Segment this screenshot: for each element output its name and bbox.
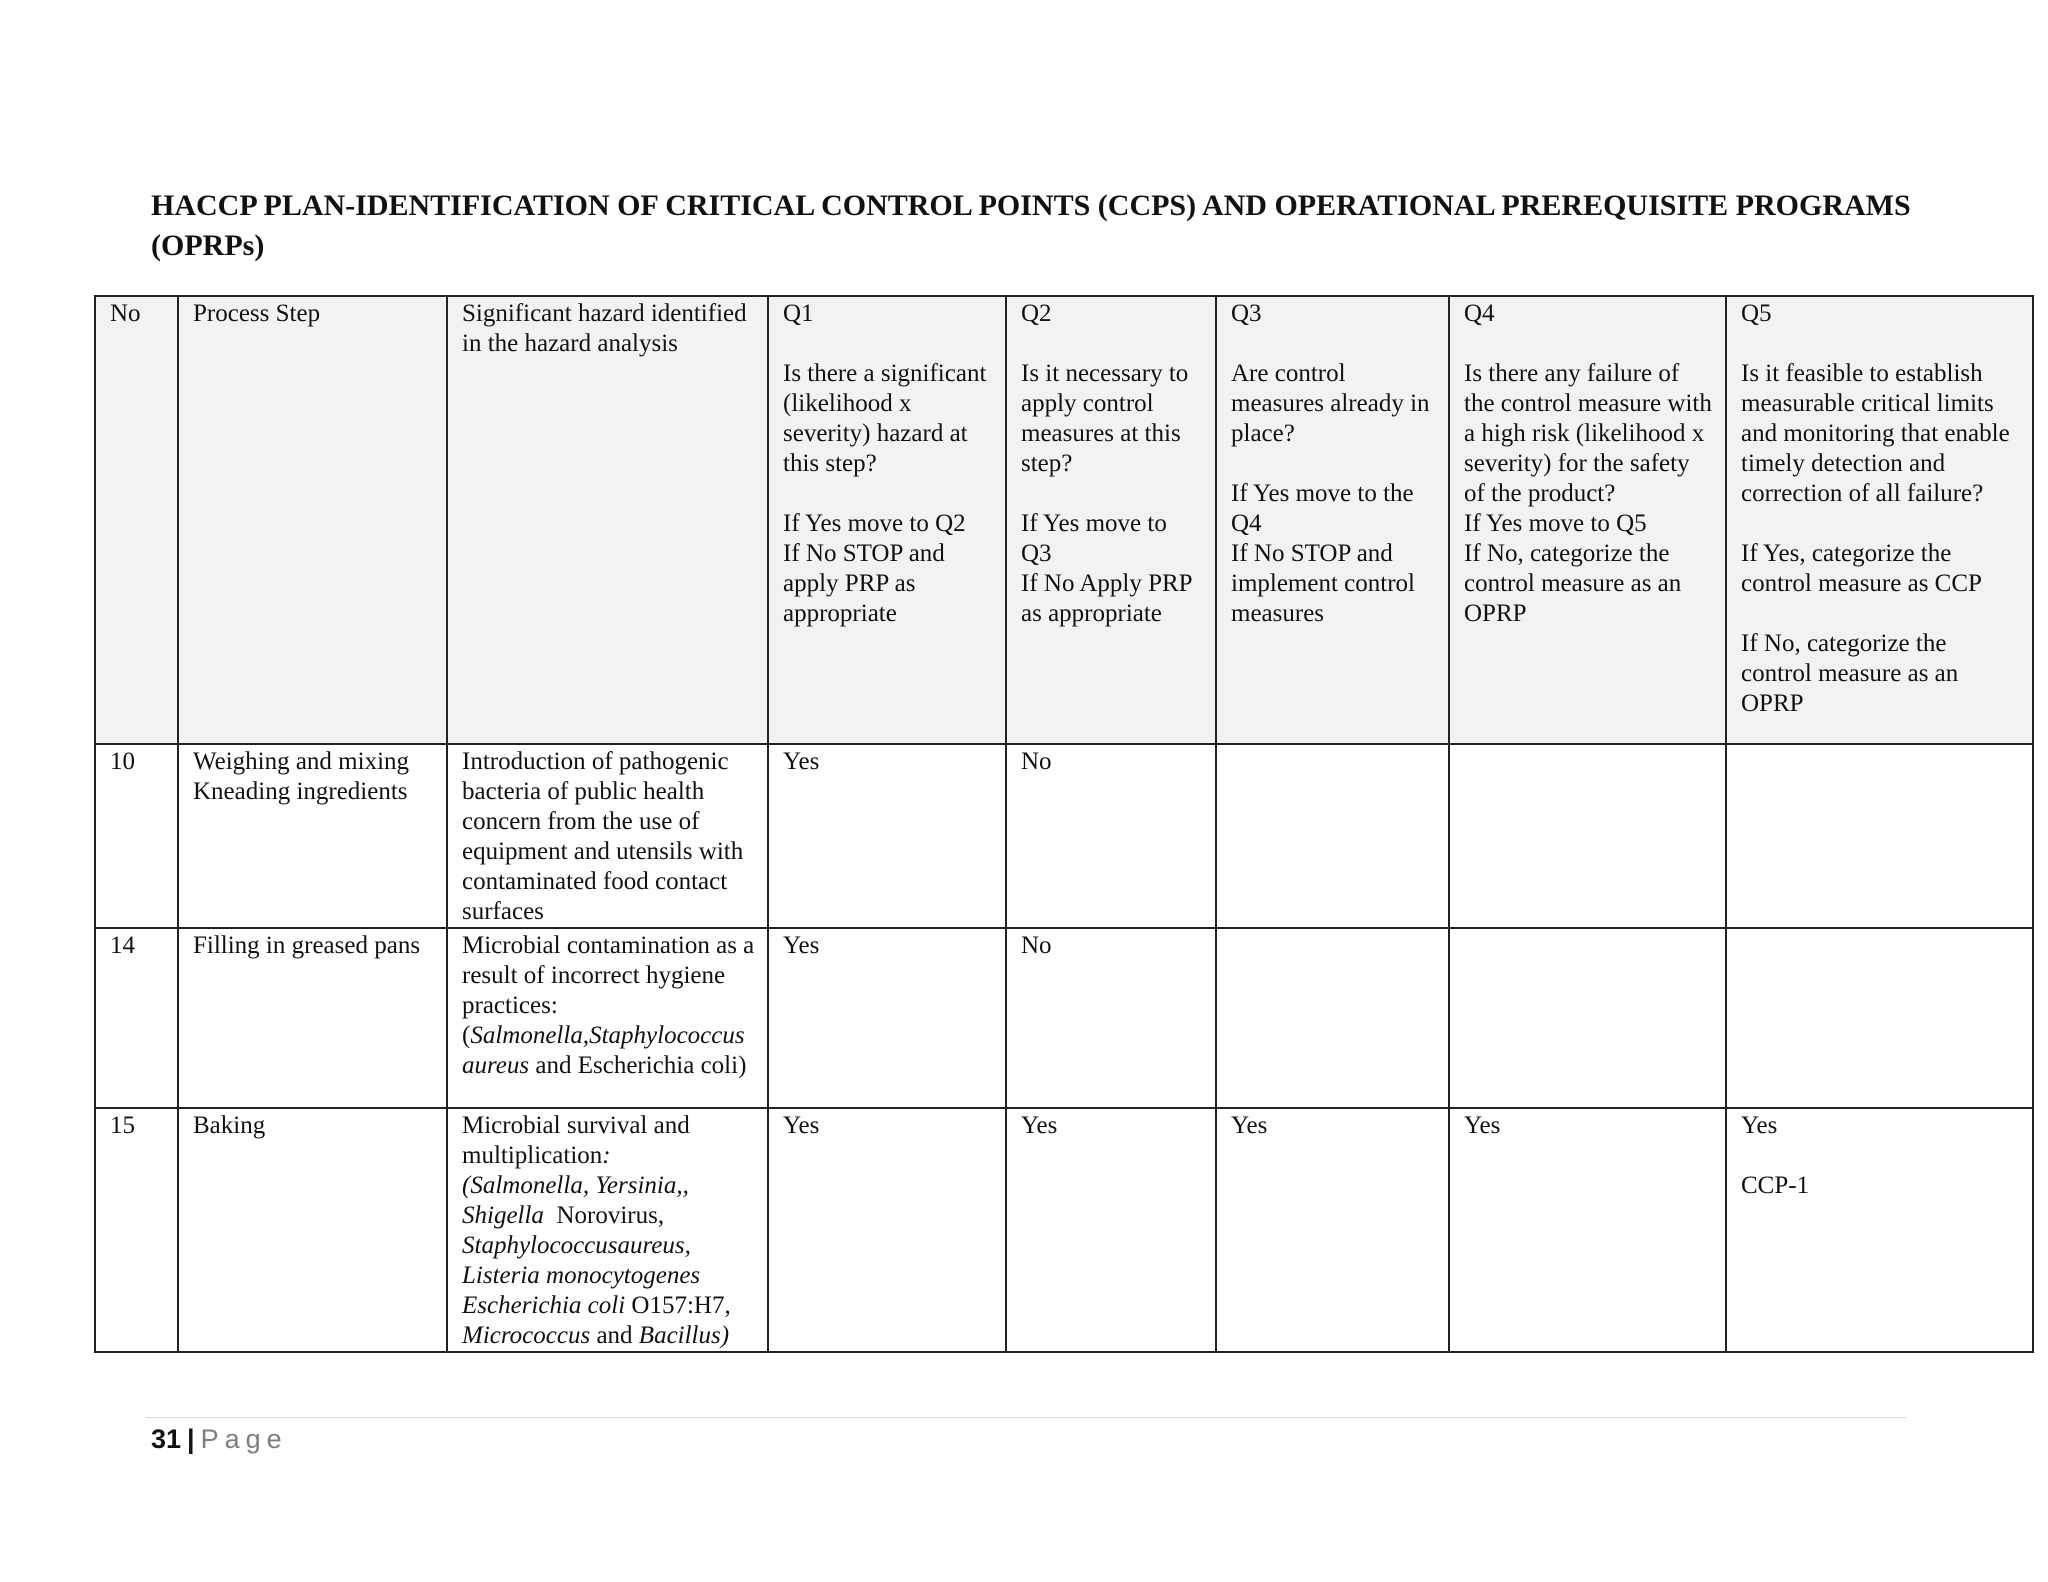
header-q4: Q4 Is there any failure of the control measure with a high risk (likelihood x severity) for the safety of the product? If Yes move to Q5 If No, categorize the control measure as an OPRP <box>1449 296 1726 744</box>
row-10-process-step: Weighing and mixing Kneading ingredients <box>178 744 447 928</box>
row-14-q1: Yes <box>768 928 1006 1108</box>
row-15-q1: Yes <box>768 1108 1006 1352</box>
row-14-q5 <box>1726 928 2033 1108</box>
row-10-q2: No <box>1006 744 1216 928</box>
row-14-hazard-salmonella: Salmonella <box>470 1022 583 1049</box>
row-14-hazard-tail: and Escherichia coli) <box>529 1052 747 1079</box>
row-10-q3 <box>1216 744 1449 928</box>
row-10-q5 <box>1726 744 2033 928</box>
row-15-hazard-strain: O157:H7, <box>631 1292 731 1319</box>
row-14-hazard <box>447 928 768 1108</box>
page-number: 31 <box>151 1424 182 1454</box>
header-significant-hazard: Significant hazard identified in the hazard analysis <box>447 296 768 744</box>
table-row <box>95 744 2033 928</box>
footer-separator: | <box>187 1424 195 1454</box>
row-15-process-step: Baking <box>178 1108 447 1352</box>
row-15-q4: Yes <box>1449 1108 1726 1352</box>
footer-divider <box>146 1417 1906 1418</box>
row-15-hazard <box>447 1108 768 1352</box>
document-title: HACCP PLAN-IDENTIFICATION OF CRITICAL CONTROL POINTS (CCPS) AND OPERATIONAL PREREQUISITE PROGRAMS (OPRPs) <box>151 189 1911 262</box>
page-footer <box>151 1424 288 1455</box>
row-14-hazard-text: Microbial contamination as a result of incorrect hygiene practices: ( <box>462 932 755 1049</box>
row-14-hazard-staphylococcus: Staphylococcus aureus <box>462 1022 745 1079</box>
row-14-no: 14 <box>95 928 178 1108</box>
row-15-hazard-micrococcus: Micrococcus <box>462 1322 591 1349</box>
header-row <box>95 296 2033 744</box>
haccp-table <box>94 295 2034 1353</box>
header-no: No <box>95 296 178 744</box>
header-q1: Q1 Is there a significant (likelihood x severity) hazard at this step? If Yes move to Q2 If No STOP and apply PRP as appropriate <box>768 296 1006 744</box>
row-14-q4 <box>1449 928 1726 1108</box>
header-q3: Q3 Are control measures already in place? If Yes move to the Q4 If No STOP and implement control measures <box>1216 296 1449 744</box>
row-15-no: 15 <box>95 1108 178 1352</box>
header-q5: Q5 Is it feasible to establish measurable critical limits and monitoring that enable timely detection and correction of all failure? If Yes, categorize the control measure as CCP If No, categorize the control measure as an OPRP <box>1726 296 2033 744</box>
row-10-q4 <box>1449 744 1726 928</box>
row-15-hazard-norovirus: Norovirus, <box>556 1202 665 1229</box>
row-15-hazard-and: and <box>590 1322 639 1349</box>
row-15-q3: Yes <box>1216 1108 1449 1352</box>
table-row <box>95 928 2033 1108</box>
row-14-process-step: Filling in greased pans <box>178 928 447 1108</box>
row-10-no: 10 <box>95 744 178 928</box>
row-15-q5: Yes CCP-1 <box>1726 1108 2033 1352</box>
header-process-step: Process Step <box>178 296 447 744</box>
table-row <box>95 1108 2033 1352</box>
row-15-hazard-organisms-2: Staphylococcusaureus, Listeria monocytogenes Escherichia coli <box>462 1232 707 1319</box>
row-15-q2: Yes <box>1006 1108 1216 1352</box>
page-label: Page <box>200 1424 288 1454</box>
row-14-hazard-comma: , <box>582 1022 590 1049</box>
row-14-q3 <box>1216 928 1449 1108</box>
row-14-q2: No <box>1006 928 1216 1108</box>
row-10-hazard: Introduction of pathogenic bacteria of public health concern from the use of equipment and utensils with contaminated food contact surfaces <box>447 744 768 928</box>
row-10-q1: Yes <box>768 744 1006 928</box>
header-q2: Q2 Is it necessary to apply control measures at this step? If Yes move to Q3 If No Apply PRP as appropriate <box>1006 296 1216 744</box>
row-15-hazard-bacillus: Bacillus) <box>638 1322 730 1349</box>
row-15-hazard-text: Microbial survival and multiplication <box>462 1112 696 1169</box>
row-15-hazard-organisms: : (Salmonella, Yersinia,, Shigella <box>462 1142 689 1229</box>
